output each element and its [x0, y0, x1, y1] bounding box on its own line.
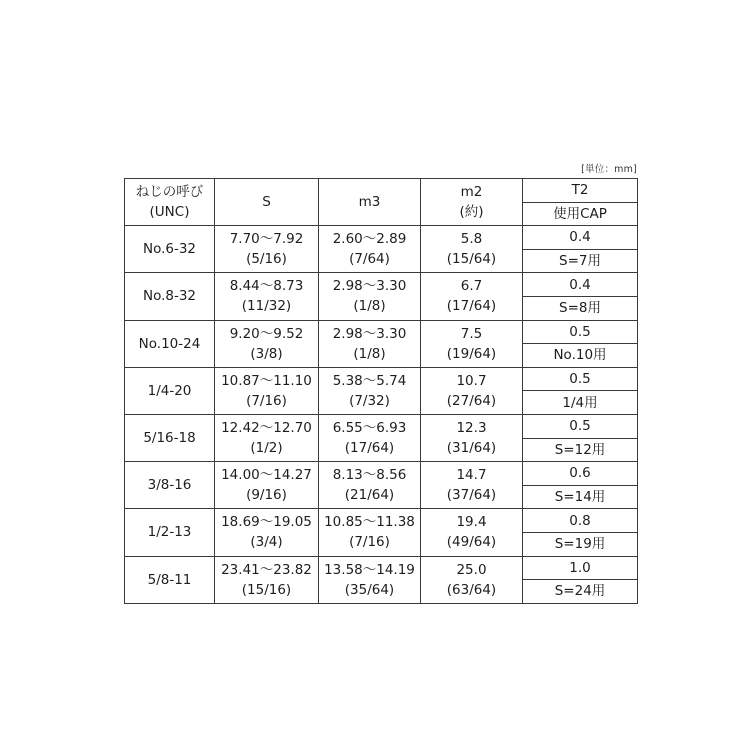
- m3-value: 6.55〜6.93: [332, 420, 407, 437]
- t2-value: 0.5: [523, 414, 638, 438]
- m2-value-inch: (37/64): [446, 487, 497, 504]
- s-value-inch: (3/4): [250, 534, 283, 551]
- cap-value: S=8用: [523, 296, 638, 320]
- m3-value-inch: (1/8): [353, 298, 386, 315]
- m3-value-inch: (17/64): [344, 440, 395, 457]
- m2-value: 6.7: [460, 278, 483, 295]
- m3-value-cell: [319, 320, 421, 367]
- m3-value-inch: (1/8): [353, 345, 386, 362]
- m2-value: 19.4: [456, 514, 487, 531]
- header-m3: m3: [319, 179, 421, 226]
- s-value-inch: (15/16): [241, 581, 292, 598]
- cap-value: S=14用: [523, 485, 638, 509]
- s-value-inch: (3/8): [250, 345, 283, 362]
- m2-value-cell: [421, 226, 523, 273]
- m3-value: 8.13〜8.56: [332, 467, 407, 484]
- m2-value: 10.7: [456, 372, 487, 389]
- thread-name: No.8-32: [125, 273, 215, 320]
- header-m2: m2: [460, 184, 483, 201]
- table-row: [125, 462, 638, 486]
- m3-value-cell: [319, 226, 421, 273]
- m2-value: 12.3: [456, 420, 487, 437]
- m3-value: 10.85〜11.38: [324, 514, 415, 531]
- header-row: [125, 179, 638, 203]
- m3-value: 2.98〜3.30: [332, 325, 407, 342]
- m2-value-inch: (19/64): [446, 345, 497, 362]
- table-row: [125, 414, 638, 438]
- thread-name: 5/8-11: [125, 556, 215, 603]
- thread-name: No.6-32: [125, 226, 215, 273]
- m3-value-cell: [319, 273, 421, 320]
- m3-value: 5.38〜5.74: [332, 372, 407, 389]
- m2-value-inch: (31/64): [446, 440, 497, 457]
- t2-value: 0.8: [523, 509, 638, 533]
- header-m2-cell: [421, 179, 523, 226]
- thread-name: 3/8-16: [125, 462, 215, 509]
- s-value: 7.70〜7.92: [229, 231, 304, 248]
- table-row: [125, 556, 638, 580]
- s-value: 14.00〜14.27: [221, 467, 312, 484]
- s-value-inch: (1/2): [250, 440, 283, 457]
- m3-value: 2.98〜3.30: [332, 278, 407, 295]
- t2-value: 0.6: [523, 462, 638, 486]
- thread-name: 5/16-18: [125, 414, 215, 461]
- m2-value-cell: [421, 509, 523, 556]
- header-s: S: [215, 179, 319, 226]
- cap-value: No.10用: [523, 344, 638, 368]
- t2-value: 0.4: [523, 226, 638, 250]
- s-value-cell: [215, 367, 319, 414]
- s-value-inch: (5/16): [246, 251, 287, 268]
- t2-value: 0.4: [523, 273, 638, 297]
- m2-value-cell: [421, 462, 523, 509]
- s-value-inch: (11/32): [241, 298, 292, 315]
- s-value-cell: [215, 226, 319, 273]
- s-value: 12.42〜12.70: [221, 420, 312, 437]
- header-cap: 使用CAP: [523, 202, 638, 226]
- s-value-inch: (7/16): [246, 392, 287, 409]
- t2-value: 1.0: [523, 556, 638, 580]
- m2-value-inch: (17/64): [446, 298, 497, 315]
- thread-name: No.10-24: [125, 320, 215, 367]
- s-value-cell: [215, 556, 319, 603]
- s-value-cell: [215, 320, 319, 367]
- m3-value-inch: (7/64): [349, 251, 390, 268]
- m2-value: 14.7: [456, 467, 487, 484]
- m3-value: 2.60〜2.89: [332, 231, 407, 248]
- m2-value-cell: [421, 320, 523, 367]
- m3-value-cell: [319, 462, 421, 509]
- table-body: [125, 179, 638, 604]
- s-value: 18.69〜19.05: [221, 514, 312, 531]
- s-value: 9.20〜9.52: [229, 325, 304, 342]
- table-row: [125, 320, 638, 344]
- m3-value-cell: [319, 414, 421, 461]
- t2-value: 0.5: [523, 367, 638, 391]
- m3-value-cell: [319, 556, 421, 603]
- table-row: [125, 273, 638, 297]
- m2-value-inch: (27/64): [446, 392, 497, 409]
- header-thread-standard: (UNC): [149, 204, 190, 221]
- header-thread-name-cell: [125, 179, 215, 226]
- thread-name: 1/2-13: [125, 509, 215, 556]
- s-value: 23.41〜23.82: [221, 561, 312, 578]
- m3-value-cell: [319, 509, 421, 556]
- table-row: [125, 226, 638, 250]
- s-value-cell: [215, 509, 319, 556]
- cap-value: S=19用: [523, 532, 638, 556]
- m3-value-inch: (35/64): [344, 581, 395, 598]
- m3-value: 13.58〜14.19: [324, 561, 415, 578]
- m2-value: 7.5: [460, 325, 483, 342]
- m3-value-inch: (7/32): [349, 392, 390, 409]
- table-row: [125, 509, 638, 533]
- cap-value: S=12用: [523, 438, 638, 462]
- m2-value: 5.8: [460, 231, 483, 248]
- m2-value-cell: [421, 273, 523, 320]
- m2-value-cell: [421, 367, 523, 414]
- m2-value-inch: (49/64): [446, 534, 497, 551]
- m2-value-cell: [421, 556, 523, 603]
- s-value-cell: [215, 414, 319, 461]
- m2-value-inch: (15/64): [446, 251, 497, 268]
- header-t2: T2: [523, 179, 638, 203]
- unit-label: [単位：mm]: [581, 164, 637, 175]
- m3-value-inch: (7/16): [349, 534, 390, 551]
- m2-value-cell: [421, 414, 523, 461]
- m3-value-cell: [319, 367, 421, 414]
- cap-value: S=24用: [523, 580, 638, 604]
- s-value-cell: [215, 462, 319, 509]
- m3-value-inch: (21/64): [344, 487, 395, 504]
- s-value-inch: (9/16): [246, 487, 287, 504]
- thread-name: 1/4-20: [125, 367, 215, 414]
- m2-value-inch: (63/64): [446, 581, 497, 598]
- m2-value: 25.0: [456, 561, 487, 578]
- cap-value: S=7用: [523, 249, 638, 273]
- s-value: 10.87〜11.10: [221, 372, 312, 389]
- table-row: [125, 367, 638, 391]
- t2-value: 0.5: [523, 320, 638, 344]
- thread-spec-table: [124, 178, 638, 604]
- cap-value: 1/4用: [523, 391, 638, 415]
- header-thread-name: ねじの呼び: [135, 184, 204, 201]
- s-value-cell: [215, 273, 319, 320]
- s-value: 8.44〜8.73: [229, 278, 304, 295]
- header-m2-approx: (約): [459, 204, 484, 221]
